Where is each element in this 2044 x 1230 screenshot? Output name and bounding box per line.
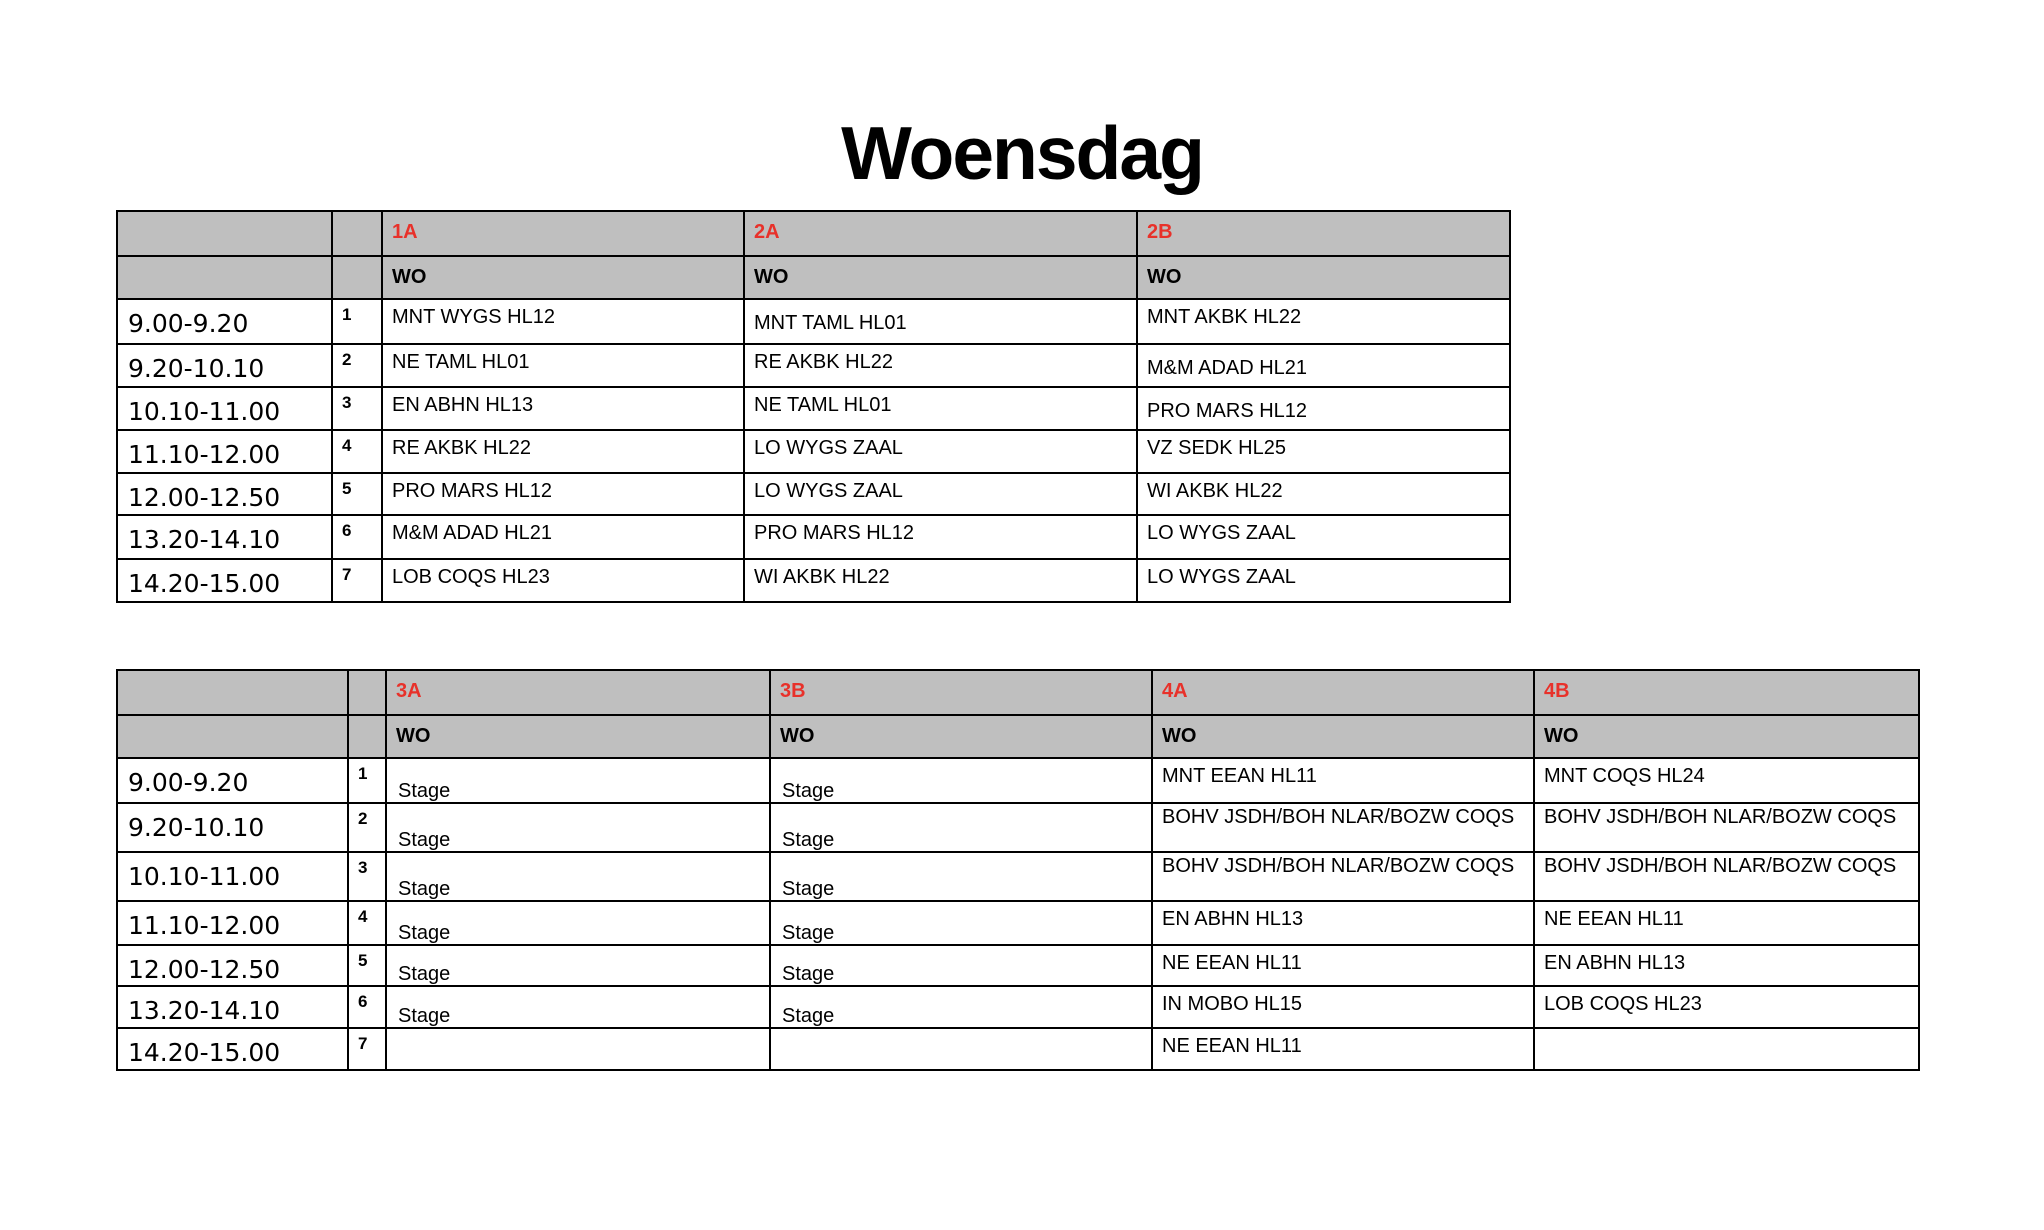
time-cell: [117, 901, 348, 945]
header-empty-cell: [348, 670, 386, 715]
period-number: 5: [342, 479, 352, 498]
lesson-text: BOHV JSDH/BOH NLAR/BOZW COQS: [1544, 855, 1897, 877]
subheader-cell: [386, 715, 770, 758]
lesson-text: BOHV JSDH/BOH NLAR/BOZW COQS: [1162, 806, 1515, 828]
lesson-text: RE AKBK HL22: [392, 437, 531, 459]
lesson-cell: [1137, 559, 1510, 602]
lesson-text: PRO MARS HL12: [1147, 400, 1308, 422]
time-label: 14.20-15.00: [128, 569, 281, 598]
lesson-text: Stage: [782, 829, 835, 851]
page-title: Woensdag: [841, 111, 1203, 195]
period-cell: [348, 945, 386, 986]
header-empty-cell: [348, 715, 386, 758]
class-header: [744, 211, 1137, 256]
time-label: 9.20-10.10: [128, 813, 265, 842]
subheader-label: WO: [780, 725, 815, 747]
lesson-text: Stage: [398, 963, 451, 985]
lesson-cell: [1534, 986, 1919, 1028]
class-label: 3A: [396, 680, 422, 702]
lesson-text: Stage: [398, 1005, 451, 1027]
class-label: 4A: [1162, 680, 1188, 702]
lesson-cell: [382, 515, 744, 559]
lesson-cell: [744, 299, 1137, 344]
lesson-text: NE EEAN HL11: [1544, 908, 1684, 930]
table-row: [117, 758, 1919, 803]
lesson-text: BOHV JSDH/BOH NLAR/BOZW COQS: [1162, 855, 1515, 877]
header-empty-cell: [117, 715, 348, 758]
lesson-cell: [386, 803, 770, 852]
lesson-text: MNT TAML HL01: [754, 312, 907, 334]
lesson-text: NE TAML HL01: [392, 351, 530, 373]
lesson-text: MNT COQS HL24: [1544, 765, 1705, 787]
lesson-cell: [1152, 901, 1534, 945]
lesson-cell: [382, 299, 744, 344]
lesson-cell: [1152, 758, 1534, 803]
lesson-text: WI AKBK HL22: [1147, 480, 1283, 502]
lesson-cell: [382, 387, 744, 430]
time-label: 9.00-9.20: [128, 768, 249, 797]
table-row: [117, 299, 1510, 344]
lesson-cell: [382, 344, 744, 387]
class-header: [1534, 670, 1919, 715]
lesson-text: LOB COQS HL23: [392, 566, 550, 588]
lesson-cell: [1137, 473, 1510, 515]
lesson-cell: [1137, 299, 1510, 344]
period-cell: [348, 1028, 386, 1070]
header-empty-cell: [117, 670, 348, 715]
period-number: 2: [342, 350, 352, 369]
lesson-cell: [1534, 945, 1919, 986]
time-cell: [117, 387, 332, 430]
lesson-cell: [386, 945, 770, 986]
period-number: 6: [358, 992, 368, 1011]
time-cell: [117, 758, 348, 803]
lesson-text: Stage: [398, 780, 451, 802]
lesson-cell: [386, 1028, 770, 1070]
class-label: 2B: [1147, 221, 1173, 243]
lesson-text: NE EEAN HL11: [1162, 952, 1302, 974]
table-row: [117, 344, 1510, 387]
time-label: 13.20-14.10: [128, 525, 281, 554]
subheader-label: WO: [754, 266, 789, 288]
time-label: 9.20-10.10: [128, 354, 265, 383]
time-cell: [117, 1028, 348, 1070]
subheader-label: WO: [1162, 725, 1197, 747]
table-row: [117, 945, 1919, 986]
lesson-text: VZ SEDK HL25: [1147, 437, 1286, 459]
lesson-text: M&M ADAD HL21: [1147, 357, 1308, 379]
time-label: 11.10-12.00: [128, 911, 281, 940]
period-cell: [348, 986, 386, 1028]
subheader-cell: [382, 256, 744, 299]
subheader-label: WO: [1147, 266, 1182, 288]
subheader-label: WO: [1544, 725, 1579, 747]
class-header: [382, 211, 744, 256]
time-label: 11.10-12.00: [128, 440, 281, 469]
lesson-text: LO WYGS ZAAL: [1147, 522, 1296, 544]
time-label: 10.10-11.00: [128, 397, 281, 426]
lesson-cell: [770, 852, 1152, 901]
time-cell: [117, 430, 332, 473]
period-cell: [348, 758, 386, 803]
lesson-cell: [744, 515, 1137, 559]
period-number: 7: [342, 565, 352, 584]
lesson-cell: [770, 1028, 1152, 1070]
lesson-cell: [1534, 901, 1919, 945]
lesson-cell: [770, 758, 1152, 803]
time-label: 14.20-15.00: [128, 1038, 281, 1067]
table-row: [117, 387, 1510, 430]
lesson-cell: [1137, 387, 1510, 430]
subheader-row: [117, 715, 1919, 758]
time-cell: [117, 803, 348, 852]
lesson-cell: [1152, 986, 1534, 1028]
lesson-text: MNT WYGS HL12: [392, 306, 555, 328]
lesson-cell: [744, 559, 1137, 602]
table-row: [117, 901, 1919, 945]
lesson-cell: [1137, 515, 1510, 559]
lesson-text: Stage: [782, 878, 835, 900]
lesson-text: EN ABHN HL13: [1162, 908, 1304, 930]
lesson-text: MNT AKBK HL22: [1147, 306, 1302, 328]
lesson-text: LO WYGS ZAAL: [754, 480, 903, 502]
time-cell: [117, 473, 332, 515]
subheader-cell: [1534, 715, 1919, 758]
lesson-cell: [386, 758, 770, 803]
table-row: [117, 1028, 1919, 1070]
period-cell: [332, 430, 382, 473]
lesson-text: PRO MARS HL12: [754, 522, 915, 544]
lesson-text: LOB COQS HL23: [1544, 993, 1702, 1015]
schedule-table-2: [116, 669, 1920, 1071]
table-row: [117, 430, 1510, 473]
time-cell: [117, 299, 332, 344]
lesson-cell: [1534, 758, 1919, 803]
period-number: 3: [358, 858, 368, 877]
lesson-text: EN ABHN HL13: [1544, 952, 1686, 974]
lesson-text: Stage: [782, 780, 835, 802]
subheader-cell: [744, 256, 1137, 299]
period-cell: [348, 901, 386, 945]
period-cell: [332, 559, 382, 602]
header-empty-cell: [117, 256, 332, 299]
lesson-text: [771, 1029, 1151, 1035]
period-number: 1: [342, 305, 352, 324]
lesson-cell: [382, 430, 744, 473]
table-row: [117, 473, 1510, 515]
period-number: 5: [358, 951, 368, 970]
lesson-cell: [1534, 803, 1919, 852]
lesson-text: [387, 1029, 769, 1035]
lesson-cell: [744, 473, 1137, 515]
time-label: 13.20-14.10: [128, 996, 281, 1025]
period-number: 1: [358, 764, 368, 783]
lesson-text: PRO MARS HL12: [392, 480, 553, 502]
lesson-text: EN ABHN HL13: [392, 394, 534, 416]
time-label: 9.00-9.20: [128, 309, 249, 338]
lesson-cell: [744, 344, 1137, 387]
lesson-cell: [1534, 1028, 1919, 1070]
header-empty-cell: [117, 211, 332, 256]
lesson-text: Stage: [398, 829, 451, 851]
subheader-label: WO: [396, 725, 431, 747]
lesson-text: Stage: [398, 922, 451, 944]
lesson-cell: [382, 473, 744, 515]
class-header: [770, 670, 1152, 715]
time-cell: [117, 344, 332, 387]
class-label: 3B: [780, 680, 806, 702]
class-header-row: [117, 211, 1510, 256]
lesson-text: BOHV JSDH/BOH NLAR/BOZW COQS: [1544, 806, 1897, 828]
subheader-row: [117, 256, 1510, 299]
time-label: 10.10-11.00: [128, 862, 281, 891]
time-cell: [117, 515, 332, 559]
lesson-text: Stage: [782, 963, 835, 985]
lesson-text: M&M ADAD HL21: [392, 522, 553, 544]
lesson-text: [1535, 1029, 1918, 1035]
lesson-cell: [386, 901, 770, 945]
period-number: 7: [358, 1034, 368, 1053]
period-cell: [348, 803, 386, 852]
subheader-cell: [1137, 256, 1510, 299]
time-cell: [117, 559, 332, 602]
lesson-cell: [1152, 945, 1534, 986]
lesson-cell: [1534, 852, 1919, 901]
time-cell: [117, 986, 348, 1028]
period-cell: [332, 344, 382, 387]
header-empty-cell: [332, 256, 382, 299]
table-row: [117, 986, 1919, 1028]
lesson-text: Stage: [398, 878, 451, 900]
lesson-text: IN MOBO HL15: [1162, 993, 1303, 1015]
time-cell: [117, 852, 348, 901]
subheader-cell: [770, 715, 1152, 758]
lesson-cell: [770, 803, 1152, 852]
lesson-cell: [1152, 803, 1534, 852]
table-row: [117, 559, 1510, 602]
lesson-text: NE TAML HL01: [754, 394, 892, 416]
lesson-cell: [744, 387, 1137, 430]
lesson-cell: [1137, 344, 1510, 387]
table-row: [117, 852, 1919, 901]
class-header: [386, 670, 770, 715]
lesson-text: Stage: [782, 1005, 835, 1027]
lesson-cell: [770, 901, 1152, 945]
time-label: 12.00-12.50: [128, 483, 281, 512]
lesson-text: MNT EEAN HL11: [1162, 765, 1317, 787]
lesson-text: LO WYGS ZAAL: [1147, 566, 1296, 588]
lesson-cell: [386, 986, 770, 1028]
period-number: 4: [342, 436, 352, 455]
period-number: 2: [358, 809, 368, 828]
class-header: [1152, 670, 1534, 715]
period-cell: [348, 852, 386, 901]
class-label: 2A: [754, 221, 780, 243]
lesson-text: NE EEAN HL11: [1162, 1035, 1302, 1057]
lesson-cell: [386, 852, 770, 901]
time-cell: [117, 945, 348, 986]
period-number: 4: [358, 907, 368, 926]
table-row: [117, 515, 1510, 559]
period-cell: [332, 473, 382, 515]
subheader-label: WO: [392, 266, 427, 288]
lesson-cell: [744, 430, 1137, 473]
period-cell: [332, 299, 382, 344]
lesson-text: WI AKBK HL22: [754, 566, 890, 588]
lesson-cell: [1152, 852, 1534, 901]
class-label: 1A: [392, 221, 418, 243]
subheader-cell: [1152, 715, 1534, 758]
period-number: 6: [342, 521, 352, 540]
time-label: 12.00-12.50: [128, 955, 281, 984]
lesson-text: LO WYGS ZAAL: [754, 437, 903, 459]
period-cell: [332, 387, 382, 430]
lesson-cell: [1152, 1028, 1534, 1070]
class-label: 4B: [1544, 680, 1570, 702]
table-row: [117, 803, 1919, 852]
schedule-table-1: [116, 210, 1511, 603]
period-cell: [332, 515, 382, 559]
period-number: 3: [342, 393, 352, 412]
lesson-cell: [770, 986, 1152, 1028]
class-header: [1137, 211, 1510, 256]
lesson-cell: [770, 945, 1152, 986]
lesson-text: Stage: [782, 922, 835, 944]
lesson-text: RE AKBK HL22: [754, 351, 893, 373]
lesson-cell: [1137, 430, 1510, 473]
header-empty-cell: [332, 211, 382, 256]
lesson-cell: [382, 559, 744, 602]
class-header-row: [117, 670, 1919, 715]
